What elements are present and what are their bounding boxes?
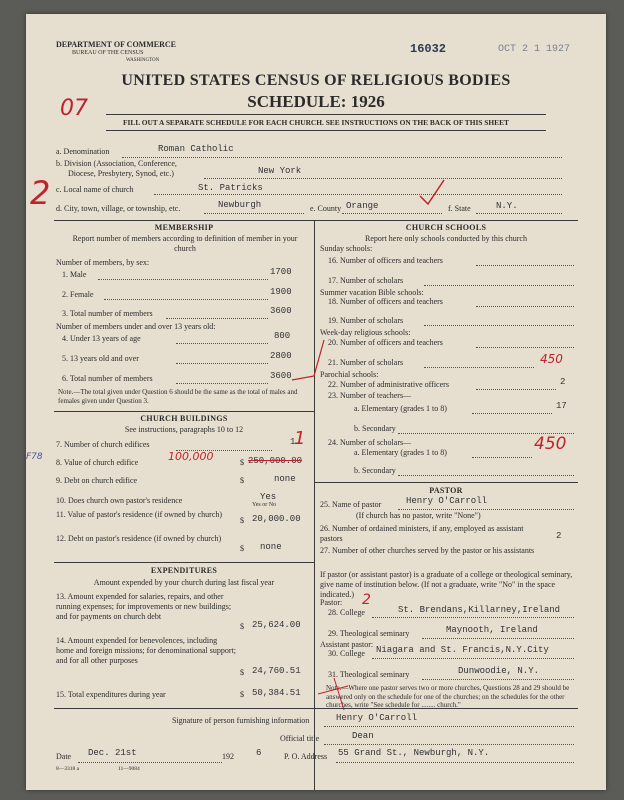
q11-value: 20,000.00 [252, 514, 301, 524]
q23a-value: 17 [556, 401, 567, 411]
pastor-note: Note.—Where one pastor serves two or more churches, Questions 28 and 29 should be answered only on the schedule for one of the churches; on the schedules for the other churches, write "See schedule for ........ church." [326, 684, 570, 709]
q25-value: Henry O'Carroll [406, 496, 488, 506]
male-label: 1. Male [62, 270, 87, 279]
q13-value: 25,624.00 [252, 620, 301, 630]
pastor-handwritten: 2 [362, 592, 371, 608]
q25-label: 25. Name of pastor [320, 500, 382, 509]
county-value: Orange [346, 201, 379, 211]
q29-label: 29. Theological seminary [328, 629, 410, 638]
form-schedule: SCHEDULE: 1926 [247, 92, 385, 111]
q12-value: none [260, 542, 282, 552]
margin-mark-2: 2 [30, 174, 51, 212]
female-label: 2. Female [62, 290, 94, 299]
bureau-label: BUREAU OF THE CENSUS [72, 50, 144, 56]
q18-label: 18. Number of officers and teachers [328, 297, 443, 306]
q7-value: 1 [290, 437, 296, 447]
instruction-line: FILL OUT A SEPARATE SCHEDULE FOR EACH CHURCH. SEE INSTRUCTIONS ON THE BACK OF THIS SHEET [123, 118, 509, 127]
q10-value: Yes [260, 492, 277, 502]
schedule-number: 16032 [410, 42, 447, 56]
year-value: 6 [256, 748, 262, 758]
q22-label: 22. Number of administrative officers [328, 380, 449, 389]
schools-intro: Report here only schools conducted by this church [365, 234, 527, 243]
denomination-value: Roman Catholic [158, 144, 234, 154]
buildings-title: CHURCH BUILDINGS [140, 414, 228, 423]
under-13-label: 4. Under 13 years of age [62, 334, 141, 343]
male-value: 1700 [270, 267, 292, 277]
q26-label: 26. Number of ordained ministers, if any, employed as assistant pastors [320, 524, 524, 543]
buildings-sub: See instructions, paragraphs 10 to 12 [124, 425, 244, 434]
date-label: Date [56, 752, 72, 761]
address-label: P. O. Address [284, 752, 328, 761]
census-schedule-page [26, 14, 606, 790]
q8-dollar: $ [240, 458, 244, 467]
summer-label: Summer vacation Bible schools: [320, 288, 424, 297]
q23b-label: b. Secondary [354, 424, 396, 433]
form-title: UNITED STATES CENSUS OF RELIGIOUS BODIES [121, 72, 511, 89]
division-label-2: Diocese, Presbytery, Synod, etc.) [68, 169, 174, 178]
year-prefix: 192 [222, 752, 234, 761]
dept-label: DEPARTMENT OF COMMERCE [56, 40, 177, 49]
total2-label: 6. Total number of members [62, 374, 153, 383]
q24b-label: b. Secondary [354, 466, 396, 475]
q31-value: Dunwoodie, N.Y. [458, 666, 540, 676]
q14-label: 14. Amount expended for benevolences, including home and foreign missions; for denominational support; and for all other purposes [56, 636, 236, 665]
official-title-value: Dean [352, 731, 374, 741]
q24a-label: a. Elementary (grades 1 to 8) [354, 448, 447, 457]
check-mark-county [418, 178, 448, 208]
q9-label: 9. Debt on church edifice [56, 476, 138, 485]
q9-dollar: $ [240, 476, 244, 485]
parochial-label: Parochial schools: [320, 370, 379, 379]
address-value: 55 Grand St., Newburgh, N.Y. [338, 748, 490, 758]
church-name-label: c. Local name of church [56, 185, 134, 194]
q31-label: 31. Theological seminary [328, 670, 410, 679]
q11-dollar: $ [240, 516, 244, 525]
division-label: b. Division (Association, Conference, [56, 159, 177, 168]
denomination-label: a. Denomination [56, 147, 110, 156]
q12-dollar: $ [240, 544, 244, 553]
by-sex-label: Number of members, by sex: [56, 258, 150, 267]
expenditures-sub: Amount expended by your church during last fiscal year [93, 578, 275, 587]
official-title-label: Official title [280, 734, 320, 743]
q25-note: (If church has no pastor, write "None") [356, 511, 481, 520]
membership-note: Note.—The total given under Question 6 should be the same as the total of males and females given under Question 3. [58, 388, 298, 405]
assistant-label: Assistant pastor: [320, 640, 374, 649]
pastor-label: Pastor: [320, 598, 343, 607]
q16-label: 16. Number of officers and teachers [328, 256, 443, 265]
division-value: New York [258, 166, 302, 176]
q15-dollar: $ [240, 690, 244, 699]
q14-dollar: $ [240, 668, 244, 677]
q15-value: 50,384.51 [252, 688, 301, 698]
expenditures-title: EXPENDITURES [150, 566, 218, 575]
q13-dollar: $ [240, 622, 244, 631]
state-label: f. State [448, 204, 471, 213]
q8-value: 250,000.00 [248, 456, 303, 466]
membership-intro: Report number of members according to definition of member in your church [72, 234, 298, 253]
weekday-label: Week-day religious schools: [320, 328, 411, 337]
date-value: Dec. 21st [88, 748, 137, 758]
received-stamp: OCT 2 1 1927 [498, 44, 571, 55]
q23-label: 23. Number of teachers— [328, 391, 412, 400]
total-value: 3600 [270, 306, 292, 316]
q29-value: Maynooth, Ireland [446, 625, 538, 635]
city-value: Newburgh [218, 200, 262, 210]
over-13-value: 2800 [270, 351, 292, 361]
margin-mark-07: 07 [60, 96, 88, 121]
q8-handwritten: 100,000 [168, 450, 214, 463]
q20-label: 20. Number of officers and teachers [328, 338, 443, 347]
county-label: e. County [310, 204, 342, 213]
print-number: 11—9084 [118, 766, 140, 772]
q11-label: 11. Value of pastor's residence (if owned by church) [56, 510, 223, 519]
q19-label: 19. Number of scholars [328, 316, 404, 325]
female-value: 1900 [270, 287, 292, 297]
q12-label: 12. Debt on pastor's residence (if owned by church) [56, 534, 222, 543]
q7-label: 7. Number of church edifices [56, 440, 150, 449]
q7-handwritten: 1 [294, 428, 306, 449]
q24-label: 24. Number of scholars— [328, 438, 412, 447]
q23a-label: a. Elementary (grades 1 to 8) [354, 404, 447, 413]
q9-value: none [274, 474, 296, 484]
sunday-label: Sunday schools: [320, 244, 373, 253]
q22-value: 2 [560, 377, 566, 387]
q28-label: 28. College [328, 608, 365, 617]
q21-handwritten: 450 [540, 352, 563, 366]
q15-label: 15. Total expenditures during year [56, 690, 166, 699]
q26-value: 2 [556, 531, 562, 541]
church-name-value: St. Patricks [198, 183, 263, 193]
form-number: 8—3318 a [56, 766, 80, 772]
over-13-label: 5. 13 years old and over [62, 354, 139, 363]
q17-label: 17. Number of scholars [328, 276, 404, 285]
q13-label: 13. Amount expended for salaries, repairs, and other running expenses; for improvements or new buildings; and for payments on church debt [56, 592, 232, 621]
total-label: 3. Total number of members [62, 309, 153, 318]
city-label-field: d. City, town, village, or township, etc. [56, 204, 181, 213]
pastor-title: PASTOR [429, 486, 463, 495]
signature-label: Signature of person furnishing information [172, 716, 310, 725]
q21-label: 21. Number of scholars [328, 358, 404, 367]
q10-label: 10. Does church own pastor's residence [56, 496, 183, 505]
under-13-value: 800 [274, 331, 291, 341]
membership-title: MEMBERSHIP [154, 223, 214, 232]
state-value: N.Y. [496, 201, 518, 211]
q30-value: Niagara and St. Francis,N.Y.City [376, 645, 549, 655]
q28-value: St. Brendans,Killarney,Ireland [398, 605, 561, 615]
total2-value: 3600 [270, 371, 292, 381]
q10-hint: Yes or No [252, 502, 277, 508]
q14-value: 24,760.51 [252, 666, 301, 676]
q24a-handwritten: 450 [534, 434, 567, 454]
q30-label: 30. College [328, 649, 365, 658]
q27-label: 27. Number of other churches served by the pastor or his assistants [320, 546, 535, 555]
city-label: WASHINGTON [126, 58, 160, 63]
schools-title: CHURCH SCHOOLS [405, 223, 487, 232]
signature-value: Henry O'Carroll [336, 713, 418, 723]
side-mark: F78 [26, 452, 43, 462]
age-label: Number of members under and over 13 years old: [56, 322, 216, 331]
q8-label: 8. Value of church edifice [56, 458, 139, 467]
college-note: If pastor (or assistant pastor) is a graduate of a college or theological seminary, give name of institution below. (If not a graduate, write "No" in the space indicated.) [320, 570, 573, 599]
